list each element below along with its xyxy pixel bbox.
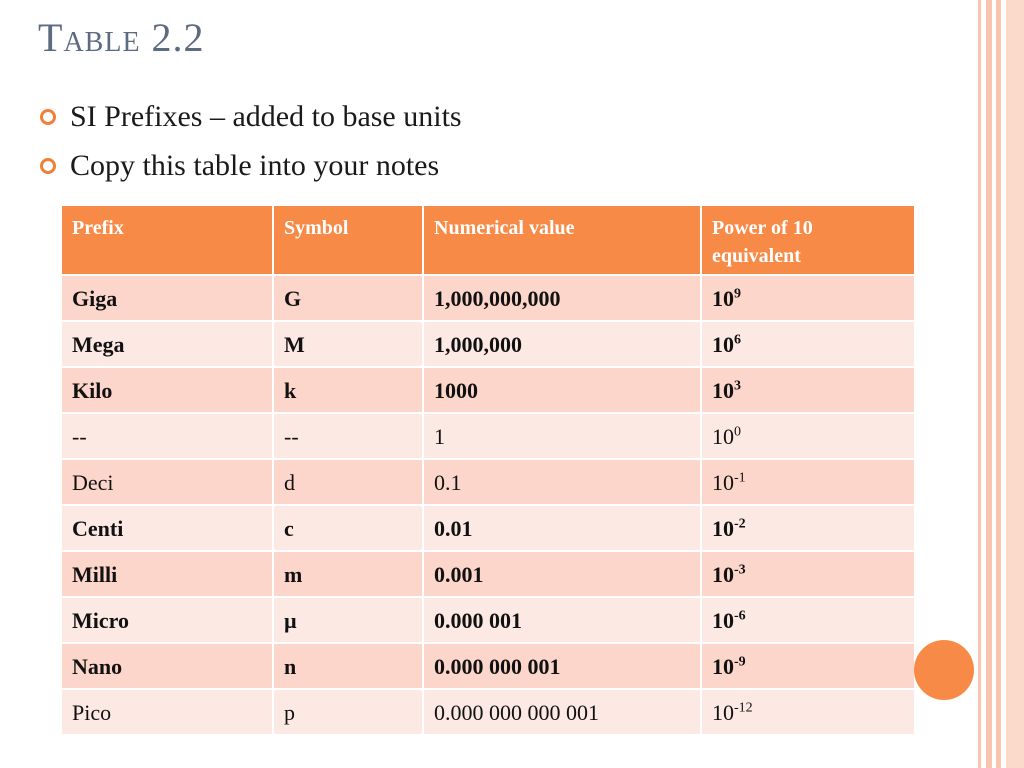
table-body	[61, 275, 915, 735]
power-exponent: 3	[734, 378, 741, 394]
cell-power-of-10	[701, 321, 915, 367]
header-prefix: Prefix	[61, 205, 273, 275]
power-exponent: -9	[734, 654, 746, 670]
cell-symbol: k	[273, 367, 423, 413]
cell-numerical-value: 0.1	[423, 459, 701, 505]
cell-numerical-value: 1,000,000	[423, 321, 701, 367]
cell-symbol: p	[273, 689, 423, 735]
power-exponent: -12	[734, 700, 753, 716]
power-base: 10	[712, 470, 734, 495]
cell-prefix: Giga	[61, 275, 273, 321]
table-row	[61, 413, 915, 459]
bullet-item	[40, 141, 462, 190]
cell-power-of-10	[701, 643, 915, 689]
cell-power-of-10	[701, 689, 915, 735]
cell-power-of-10	[701, 275, 915, 321]
power-base: 10	[712, 332, 734, 357]
cell-prefix: Nano	[61, 643, 273, 689]
power-base: 10	[712, 378, 734, 403]
cell-numerical-value: 0.001	[423, 551, 701, 597]
cell-prefix: Deci	[61, 459, 273, 505]
cell-symbol: c	[273, 505, 423, 551]
cell-power-of-10	[701, 597, 915, 643]
table-row	[61, 597, 915, 643]
cell-prefix: Micro	[61, 597, 273, 643]
header-symbol: Symbol	[273, 205, 423, 275]
power-exponent: 9	[734, 286, 741, 302]
cell-symbol: m	[273, 551, 423, 597]
title-initial: T	[38, 15, 64, 60]
bullet-list	[40, 92, 462, 190]
si-prefix-table	[60, 204, 916, 736]
power-base: 10	[712, 424, 734, 449]
cell-numerical-value: 0.000 000 000 001	[423, 689, 701, 735]
cell-symbol: G	[273, 275, 423, 321]
cell-power-of-10	[701, 413, 915, 459]
power-base: 10	[712, 608, 734, 633]
cell-prefix: Milli	[61, 551, 273, 597]
cell-symbol: d	[273, 459, 423, 505]
power-base: 10	[712, 516, 734, 541]
decorative-stripes	[978, 0, 1024, 768]
table-row	[61, 643, 915, 689]
cell-symbol: µ	[273, 597, 423, 643]
cell-numerical-value: 0.000 001	[423, 597, 701, 643]
power-exponent: -1	[734, 470, 746, 486]
si-prefix-table-container	[60, 204, 916, 736]
table-row	[61, 321, 915, 367]
table-row	[61, 689, 915, 735]
cell-prefix: Kilo	[61, 367, 273, 413]
title-rest: able 2.2	[63, 15, 205, 60]
cell-prefix: Pico	[61, 689, 273, 735]
cell-power-of-10	[701, 505, 915, 551]
circle-bullet-icon	[40, 158, 56, 174]
power-base: 10	[712, 700, 734, 725]
table-header-row	[61, 205, 915, 275]
table-row	[61, 275, 915, 321]
power-base: 10	[712, 286, 734, 311]
cell-numerical-value: 1,000,000,000	[423, 275, 701, 321]
power-exponent: 0	[734, 424, 741, 440]
table-row	[61, 367, 915, 413]
circle-bullet-icon	[40, 109, 56, 125]
cell-symbol: M	[273, 321, 423, 367]
cell-prefix: --	[61, 413, 273, 459]
power-base: 10	[712, 562, 734, 587]
power-exponent: -6	[734, 608, 746, 624]
cell-numerical-value: 0.000 000 001	[423, 643, 701, 689]
slide-title	[38, 14, 205, 61]
cell-power-of-10	[701, 551, 915, 597]
cell-numerical-value: 1000	[423, 367, 701, 413]
table-row	[61, 505, 915, 551]
cell-symbol: --	[273, 413, 423, 459]
cell-numerical-value: 0.01	[423, 505, 701, 551]
cell-numerical-value: 1	[423, 413, 701, 459]
table-row	[61, 551, 915, 597]
power-exponent: -2	[734, 516, 746, 532]
decorative-circle	[914, 640, 974, 700]
cell-symbol: n	[273, 643, 423, 689]
header-power-of-10: Power of 10 equivalent	[701, 205, 915, 275]
power-exponent: -3	[734, 562, 746, 578]
power-exponent: 6	[734, 332, 741, 348]
bullet-item	[40, 92, 462, 141]
cell-prefix: Centi	[61, 505, 273, 551]
cell-power-of-10	[701, 367, 915, 413]
bullet-text: Copy this table into your notes	[70, 148, 440, 182]
table-row	[61, 459, 915, 505]
bullet-text: SI Prefixes – added to base units	[70, 99, 462, 133]
header-numerical-value: Numerical value	[423, 205, 701, 275]
cell-power-of-10	[701, 459, 915, 505]
cell-prefix: Mega	[61, 321, 273, 367]
power-base: 10	[712, 654, 734, 679]
